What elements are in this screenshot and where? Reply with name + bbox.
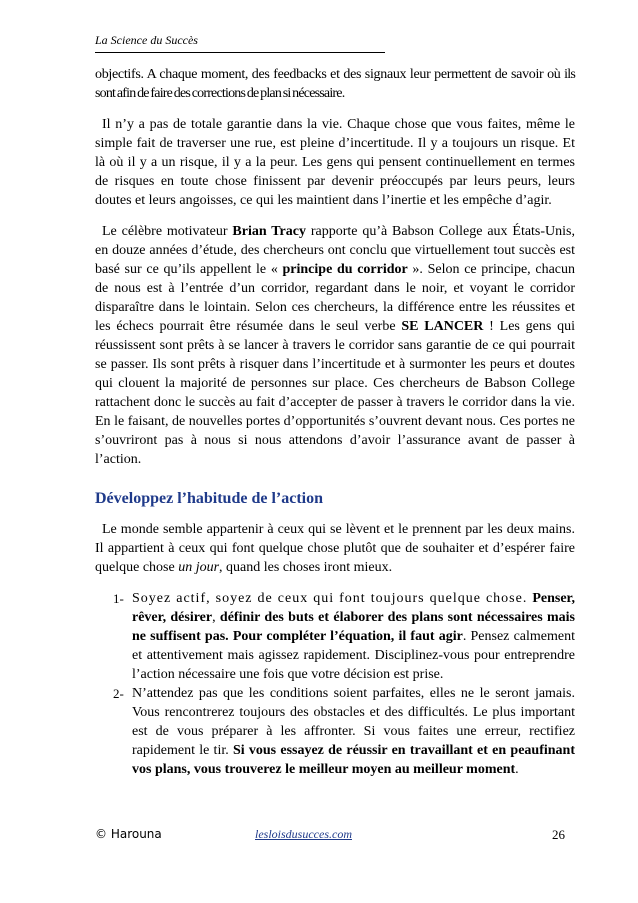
list-number: 1- — [113, 591, 124, 606]
paragraph-corridor — [95, 222, 575, 469]
text-run: Soyez actif, soyez de ceux qui font toujours quelque chose. — [132, 591, 533, 606]
paragraph-continuation — [95, 65, 575, 103]
bold-run: Penser, rêver, désirer — [132, 591, 575, 625]
text-run: rapporte qu’à Babson College aux États-Unis, en douze années d’étude, des chercheurs ont conclu que virtuellement tout succès est basé sur ce qu’ils appellent le « — [95, 224, 575, 277]
numbered-list — [95, 589, 575, 779]
list-number: 2- — [113, 686, 124, 701]
page-number: 26 — [552, 827, 565, 842]
bold-run: principe du corridor — [282, 262, 408, 277]
paragraph-line: ils sont afin de faire des corrections de plan si nécessaire. — [95, 67, 575, 101]
text-run: ». Selon ce principe, chacun de nous est à l’entrée d’un corridor, regardant dans le noir, et voyant le corridor disparaître dans le lointain. Selon ces chercheurs, la différence entre les réussites et les échecs pourrait être résumée dans le seul verbe — [95, 262, 575, 334]
paragraph-line: objectifs. A chaque moment, des feedbacks et des signaux leur permettent de savoir où — [95, 67, 565, 82]
text-run: , — [212, 610, 220, 625]
list-item — [95, 684, 575, 779]
list-item — [95, 589, 575, 684]
text-run: ! Les gens qui réussissent sont prêts à se lancer à travers le corridor sans garantie de ce qui pourrait se passer. Ils sont prêts à risquer dans l’incertitude et à surmonter les peurs et doutes qui clouent la majorité de personnes sur place. Ces chercheurs de Babson College rattachent donc le succès au fait d’accepter de passer à travers le corridor dans la vie. En le faisant, de nouvelles portes d’opportunités s’ouvrent devant nous. Ces portes ne s’ouvriront pas à nous si nous attendons d’avoir l’assurance avant de passer à l’action. — [95, 319, 575, 467]
bold-run: Si vous essayez de réussir en travaillant et en peaufinant vos plans, vous trouverez le meilleur moyen au meilleur moment — [132, 743, 575, 777]
running-header: La Science du Succès — [95, 33, 385, 53]
text-run: . — [515, 762, 519, 777]
page-footer — [95, 827, 575, 847]
section-heading: Développez l’habitude de l’action — [95, 490, 323, 507]
text-run: , quand les choses iront mieux. — [219, 560, 393, 575]
bold-run: Brian Tracy — [232, 224, 306, 239]
text-run: . Pensez calmement et attentivement mais agissez rapidement. Disciplinez-vous pour entreprendre l’action nécessaire une fois que votre décision est prise. — [132, 629, 575, 682]
text-run: Le monde semble appartenir à ceux qui se lèvent et le prennent par les deux mains. Il appartient à ceux qui font quelque chose plutôt que de souhaiter et d’espérer faire quelque chose — [95, 522, 575, 575]
paragraph-risk: Il n’y a pas de totale garantie dans la vie. Chaque chose que vous faites, même le simple fait de traverser une rue, est pleine d’incertitude. Il y a toujours un risque. Et là où il y a un risque, il y a la peur. Les gens qui pensent continuellement en termes de risques en toute chose finissent par devenir préoccupés par leurs peurs, leurs doutes et leurs angoisses, ce qui les maintient dans l’inertie et les empêche d’agir. — [95, 117, 575, 208]
bold-run: SE LANCER — [401, 319, 484, 334]
text-run: N’attendez pas que les conditions soient parfaites, elles ne le seront jamais. Vous rencontrerez toujours des obstacles et des difficultés. Le plus important est de vous préparer à les affronter. Si vous faites une erreur, rectifiez rapidement le tir. — [132, 686, 575, 758]
page-body — [95, 65, 575, 779]
bold-run: définir des buts et élaborer des plans sont nécessaires mais ne suffisent pas. Pour compléter l’équation, il faut agir — [132, 610, 576, 644]
italic-run: un jour — [178, 560, 220, 575]
footer-website-link[interactable]: lesloisdusucces.com — [255, 827, 352, 841]
text-run: Le célèbre motivateur — [102, 224, 233, 239]
footer-author: © Harouna — [95, 827, 162, 841]
paragraph-action-intro — [95, 520, 575, 577]
